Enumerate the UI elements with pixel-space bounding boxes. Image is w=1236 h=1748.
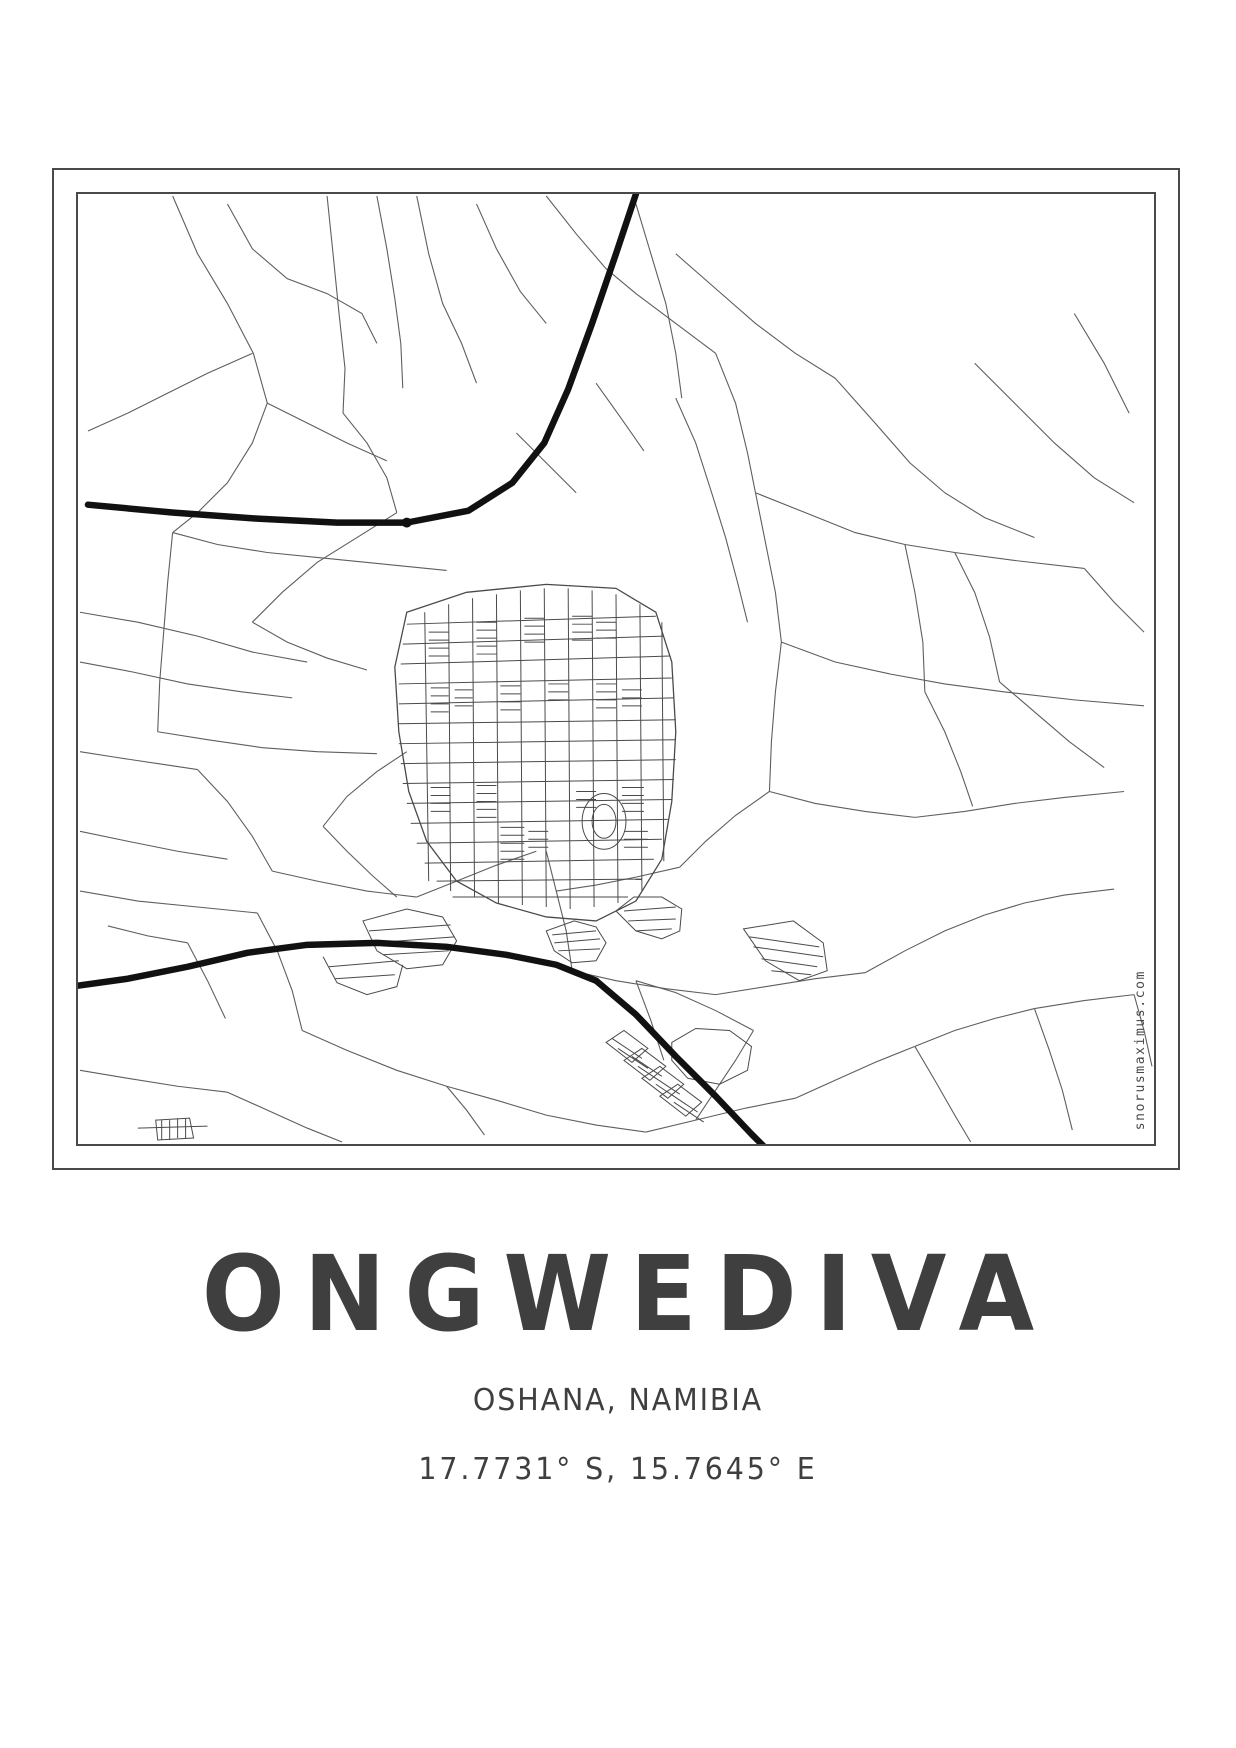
junction-marker	[402, 518, 412, 528]
coordinates-label: 17.7731° S, 15.7645° E	[418, 1452, 818, 1488]
credit-text: snorusmaximus.com	[1133, 969, 1148, 1130]
map-outer-frame	[52, 168, 1180, 1170]
map-viewport[interactable]	[76, 192, 1156, 1146]
page-title: ONGWEDIVA	[201, 1233, 1053, 1355]
title-block	[0, 1233, 1236, 1488]
region-subtitle: OSHANA, NAMIBIA	[472, 1383, 764, 1419]
street-map-svg	[78, 194, 1154, 1144]
